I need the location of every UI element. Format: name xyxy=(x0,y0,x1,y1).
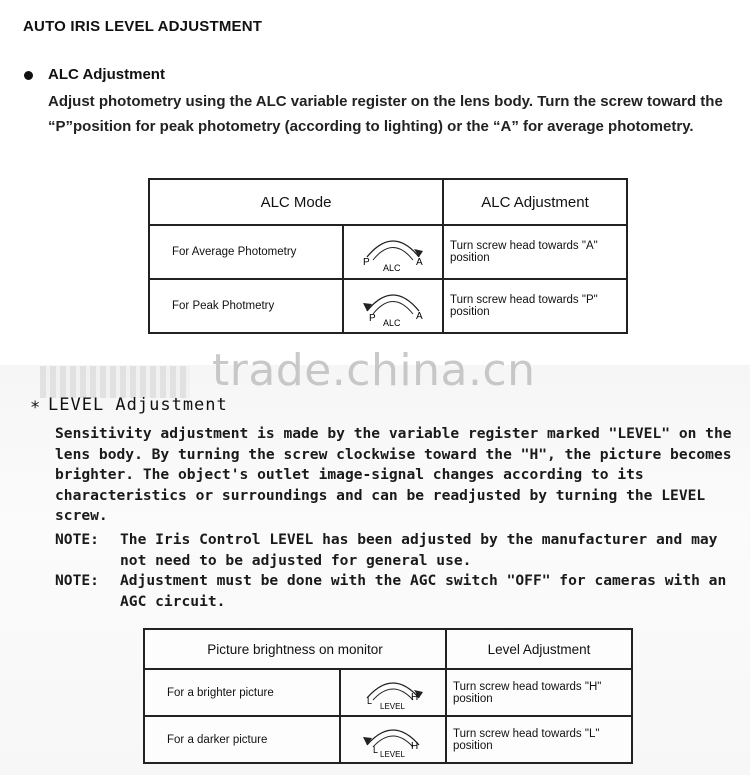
alc-dial-peak xyxy=(343,279,443,333)
dial-right-letter: H xyxy=(411,692,419,703)
blurred-mark xyxy=(40,366,190,398)
dial-left-letter: P xyxy=(369,312,376,324)
dial-left-letter: L xyxy=(373,745,379,755)
note-factory xyxy=(55,530,735,572)
brighter-condition: For a brighter picture xyxy=(144,669,340,716)
bullet-icon xyxy=(24,71,33,80)
dial-left-arrow-icon xyxy=(353,717,433,759)
dial-right-letter: A xyxy=(416,256,423,268)
note-label: NOTE: xyxy=(55,572,99,589)
alc-mode-header: ALC Mode xyxy=(149,179,443,225)
asterisk-bullet: * xyxy=(30,398,41,418)
alc-mode-peak: For Peak Photmetry xyxy=(149,279,343,333)
note-text: Adjustment must be done with the AGC switch "OFF" for cameras with an AGC circuit. xyxy=(120,572,727,610)
darker-condition: For a darker picture xyxy=(144,716,340,763)
alc-adjustment-header: ALC Adjustment xyxy=(443,179,627,225)
page-title: AUTO IRIS LEVEL ADJUSTMENT xyxy=(23,18,263,35)
brighter-instruction: Turn screw head towards "H" position xyxy=(446,669,632,716)
dial-right-arrow-icon xyxy=(353,227,433,275)
alc-instruction-average: Turn screw head towards "A" position xyxy=(443,225,627,279)
dial-label: LEVEL xyxy=(380,750,405,759)
dial-right-arrow-icon xyxy=(353,670,433,712)
dial-left-letter: L xyxy=(367,696,373,706)
level-dial-brighter xyxy=(340,669,446,716)
level-heading: LEVEL Adjustment xyxy=(48,395,228,415)
alc-description: Adjust photometry using the ALC variable register on the lens body. Turn the screw toward the “P”position for peak photometry (according to lighting) or the “A” for average photometry. xyxy=(48,93,723,135)
alc-heading: ALC Adjustment xyxy=(48,66,165,83)
dial-label: ALC xyxy=(383,317,401,328)
dial-label: ALC xyxy=(383,262,401,273)
level-table xyxy=(143,628,633,764)
brightness-header: Picture brightness on monitor xyxy=(144,629,446,669)
watermark: trade.china.cn xyxy=(212,345,536,396)
note-label: NOTE: xyxy=(55,531,99,548)
level-dial-darker xyxy=(340,716,446,763)
dial-right-letter: H xyxy=(411,741,419,752)
dial-left-letter: P xyxy=(363,256,370,268)
level-adjustment-header: Level Adjustment xyxy=(446,629,632,669)
note-text: The Iris Control LEVEL has been adjusted by the manufacturer and may not need to be adjusted for general use. xyxy=(120,531,718,569)
dial-left-arrow-icon xyxy=(353,281,433,329)
level-description: Sensitivity adjustment is made by the variable register marked "LEVEL" on the lens body. By turning the screw clockwise toward the "H", the picture becomes brighter. The object's outlet image-signal changes according to its characteristics or surroundings and can be readjusted by turning the LEVEL screw. xyxy=(55,425,732,524)
darker-instruction: Turn screw head towards "L" position xyxy=(446,716,632,763)
alc-instruction-peak: Turn screw head towards "P" position xyxy=(443,279,627,333)
alc-dial-average xyxy=(343,225,443,279)
alc-table xyxy=(148,178,628,334)
note-agc xyxy=(55,571,735,613)
dial-label: LEVEL xyxy=(380,702,405,711)
alc-mode-average: For Average Photometry xyxy=(149,225,343,279)
dial-right-letter: A xyxy=(416,310,423,322)
